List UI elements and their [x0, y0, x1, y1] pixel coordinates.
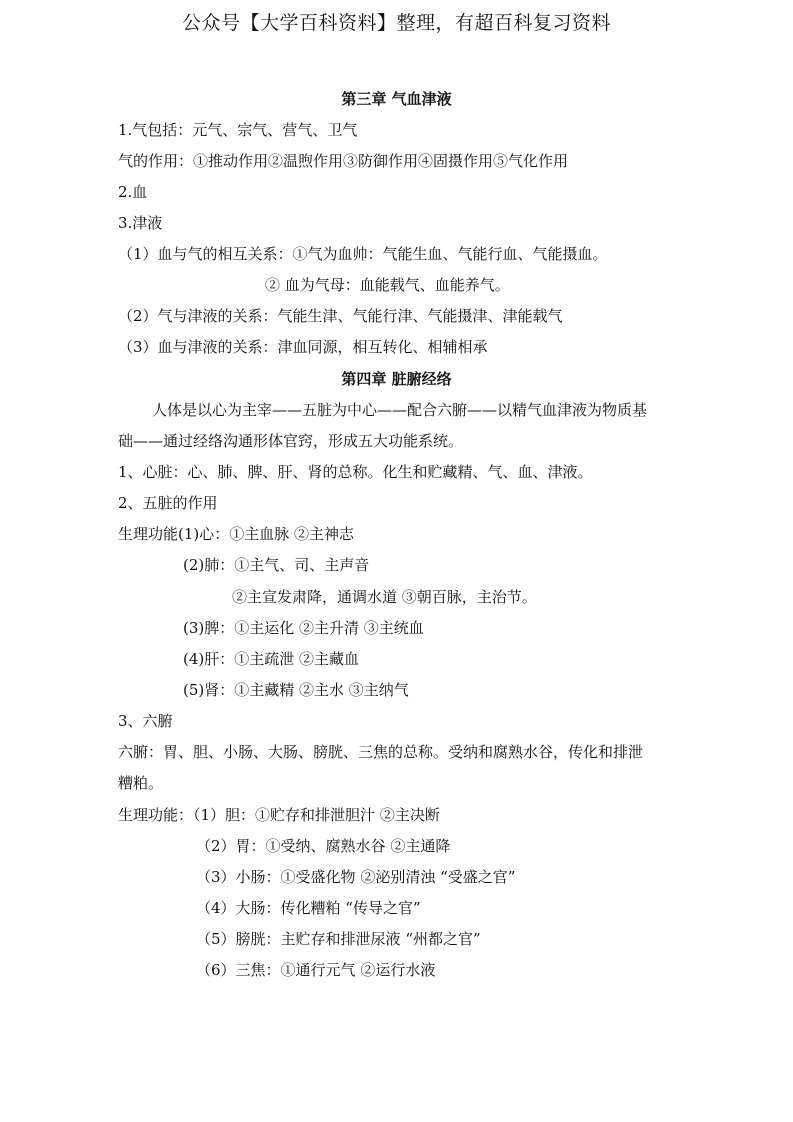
ch3-line-3: 2.血 — [118, 183, 148, 201]
ch3-line-4: 3.津液 — [118, 214, 163, 232]
ch4-line-15: （2）胃：①受纳、腐熟水谷 ②主通降 — [196, 837, 451, 855]
ch4-line-12: 六腑：胃、胆、小肠、大肠、膀胱、三焦的总称。受纳和腐熟水谷，传化和排泄 — [118, 743, 644, 761]
ch4-line-4: 2、五脏的作用 — [118, 494, 218, 512]
page-header: 公众号【大学百科资料】整理，有超百科复习资料 — [181, 12, 611, 34]
ch3-line-1: 1.气包括：元气、宗气、营气、卫气 — [118, 121, 358, 139]
ch4-line-1: 人体是以心为主宰——五脏为中心——配合六腑——以精气血津液为物质基 — [152, 401, 648, 419]
ch4-line-2: 础——通过经络沟通形体官窍，形成五大功能系统。 — [118, 432, 464, 450]
ch4-line-19: （6）三焦：①通行元气 ②运行水液 — [196, 961, 436, 979]
ch3-line-5: （1）血与气的相互关系：①气为血帅：气能生血、气能行血、气能摄血。 — [118, 245, 608, 263]
ch4-line-16: （3）小肠：①受盛化物 ②泌别清浊 “受盛之官” — [196, 868, 516, 886]
ch4-line-14: 生理功能：（1）胆：①贮存和排泄胆汁 ②主决断 — [118, 806, 440, 824]
ch4-line-11: 3、六腑 — [118, 712, 173, 730]
ch4-line-10: (5)肾：①主藏精 ②主水 ③主纳气 — [183, 681, 409, 699]
chapter4-title: 第四章 脏腑经络 — [341, 370, 452, 388]
ch4-line-3: 1、心脏：心、肺、脾、肝、肾的总称。化生和贮藏精、气、血、津液。 — [118, 463, 593, 481]
ch3-line-8: （3）血与津液的关系：津血同源，相互转化、相辅相承 — [118, 338, 488, 356]
ch4-line-6: (2)肺：①主气、司、主声音 — [183, 556, 370, 574]
ch4-line-8: (3)脾：①主运化 ②主升清 ③主统血 — [183, 619, 424, 637]
ch3-line-6: ② 血为气母：血能载气、血能养气。 — [265, 276, 510, 294]
chapter3-title: 第三章 气血津液 — [341, 90, 452, 108]
ch4-line-18: （5）膀胱：主贮存和排泄尿液 “州都之官” — [196, 930, 481, 948]
ch4-line-7: ②主宣发肃降，通调水道 ③朝百脉，主治节。 — [232, 588, 537, 606]
ch4-line-9: (4)肝：①主疏泄 ②主藏血 — [183, 650, 360, 668]
ch3-line-2: 气的作用：①推动作用②温煦作用③防御作用④固摄作用⑤气化作用 — [118, 152, 569, 170]
ch4-line-5: 生理功能(1)心：①主血脉 ②主神志 — [118, 525, 355, 543]
ch4-line-17: （4）大肠：传化糟粕 “传导之官” — [196, 899, 421, 917]
ch3-line-7: （2）气与津液的关系：气能生津、气能行津、气能摄津、津能载气 — [118, 307, 563, 325]
ch4-line-13: 糟粕。 — [118, 774, 164, 792]
